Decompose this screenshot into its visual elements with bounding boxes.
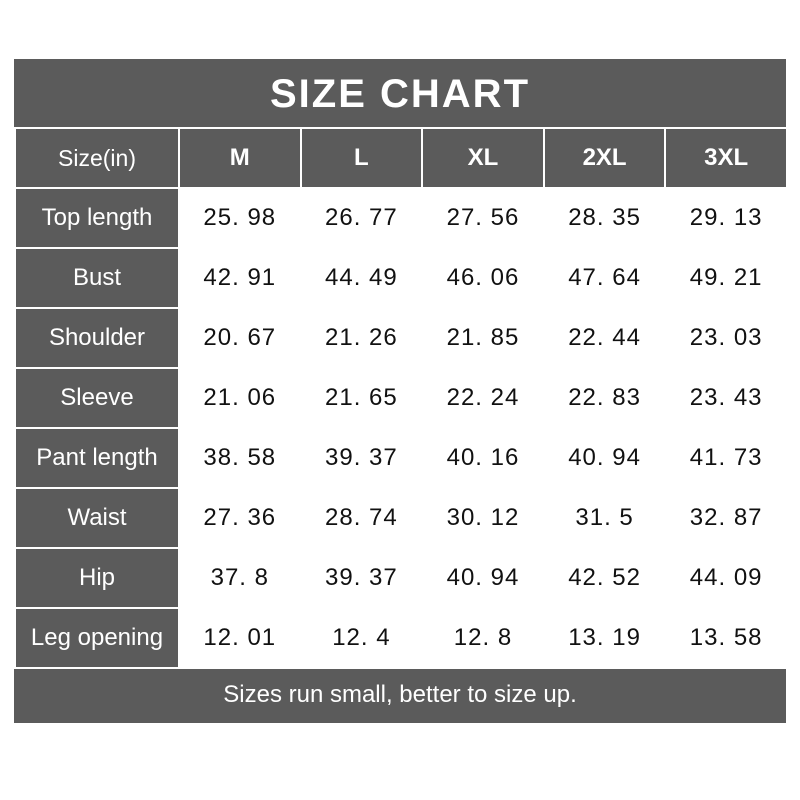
- cell-bust-m: 42. 91: [179, 248, 301, 308]
- cell-leg-opening-m: 12. 01: [179, 608, 301, 668]
- row-label-hip: Hip: [15, 548, 179, 608]
- cell-waist-l: 28. 74: [301, 488, 423, 548]
- cell-leg-opening-xl: 12. 8: [422, 608, 544, 668]
- chart-title: SIZE CHART: [270, 72, 530, 116]
- cell-pant-length-2xl: 40. 94: [544, 428, 666, 488]
- row-label-waist: Waist: [15, 488, 179, 548]
- cell-sleeve-m: 21. 06: [179, 368, 301, 428]
- cell-leg-opening-2xl: 13. 19: [544, 608, 666, 668]
- row-label-pant-length: Pant length: [15, 428, 179, 488]
- cell-waist-m: 27. 36: [179, 488, 301, 548]
- header-size-xl: XL: [422, 128, 544, 188]
- cell-shoulder-xl: 21. 85: [422, 308, 544, 368]
- cell-shoulder-m: 20. 67: [179, 308, 301, 368]
- cell-sleeve-l: 21. 65: [301, 368, 423, 428]
- table-row: [15, 368, 787, 428]
- cell-waist-2xl: 31. 5: [544, 488, 666, 548]
- cell-shoulder-2xl: 22. 44: [544, 308, 666, 368]
- size-chart-table: [14, 127, 788, 669]
- cell-waist-3xl: 32. 87: [665, 488, 787, 548]
- cell-bust-l: 44. 49: [301, 248, 423, 308]
- table-row: [15, 428, 787, 488]
- row-label-sleeve: Sleeve: [15, 368, 179, 428]
- cell-bust-3xl: 49. 21: [665, 248, 787, 308]
- cell-bust-2xl: 47. 64: [544, 248, 666, 308]
- header-size-3xl: 3XL: [665, 128, 787, 188]
- cell-top-length-3xl: 29. 13: [665, 188, 787, 248]
- cell-pant-length-m: 38. 58: [179, 428, 301, 488]
- cell-hip-l: 39. 37: [301, 548, 423, 608]
- cell-pant-length-xl: 40. 16: [422, 428, 544, 488]
- cell-pant-length-3xl: 41. 73: [665, 428, 787, 488]
- cell-hip-2xl: 42. 52: [544, 548, 666, 608]
- header-unit-label: Size(in): [15, 128, 179, 188]
- header-size-l: L: [301, 128, 423, 188]
- cell-sleeve-2xl: 22. 83: [544, 368, 666, 428]
- cell-sleeve-xl: 22. 24: [422, 368, 544, 428]
- cell-hip-xl: 40. 94: [422, 548, 544, 608]
- cell-waist-xl: 30. 12: [422, 488, 544, 548]
- header-size-m: M: [179, 128, 301, 188]
- size-chart-footnote: Sizes run small, better to size up.: [223, 681, 577, 708]
- cell-hip-3xl: 44. 09: [665, 548, 787, 608]
- table-row: [15, 608, 787, 668]
- cell-hip-m: 37. 8: [179, 548, 301, 608]
- cell-pant-length-l: 39. 37: [301, 428, 423, 488]
- table-row: [15, 308, 787, 368]
- row-label-top-length: Top length: [15, 188, 179, 248]
- row-label-leg-opening: Leg opening: [15, 608, 179, 668]
- row-label-bust: Bust: [15, 248, 179, 308]
- table-row: [15, 488, 787, 548]
- cell-top-length-l: 26. 77: [301, 188, 423, 248]
- cell-shoulder-3xl: 23. 03: [665, 308, 787, 368]
- table-row: [15, 248, 787, 308]
- cell-top-length-m: 25. 98: [179, 188, 301, 248]
- row-label-shoulder: Shoulder: [15, 308, 179, 368]
- cell-sleeve-3xl: 23. 43: [665, 368, 787, 428]
- cell-leg-opening-3xl: 13. 58: [665, 608, 787, 668]
- cell-top-length-2xl: 28. 35: [544, 188, 666, 248]
- table-row: [15, 188, 787, 248]
- size-chart-panel: [14, 59, 786, 723]
- table-row: [15, 548, 787, 608]
- cell-bust-xl: 46. 06: [422, 248, 544, 308]
- cell-shoulder-l: 21. 26: [301, 308, 423, 368]
- header-size-2xl: 2XL: [544, 128, 666, 188]
- cell-top-length-xl: 27. 56: [422, 188, 544, 248]
- cell-leg-opening-l: 12. 4: [301, 608, 423, 668]
- table-header-row: [15, 128, 787, 188]
